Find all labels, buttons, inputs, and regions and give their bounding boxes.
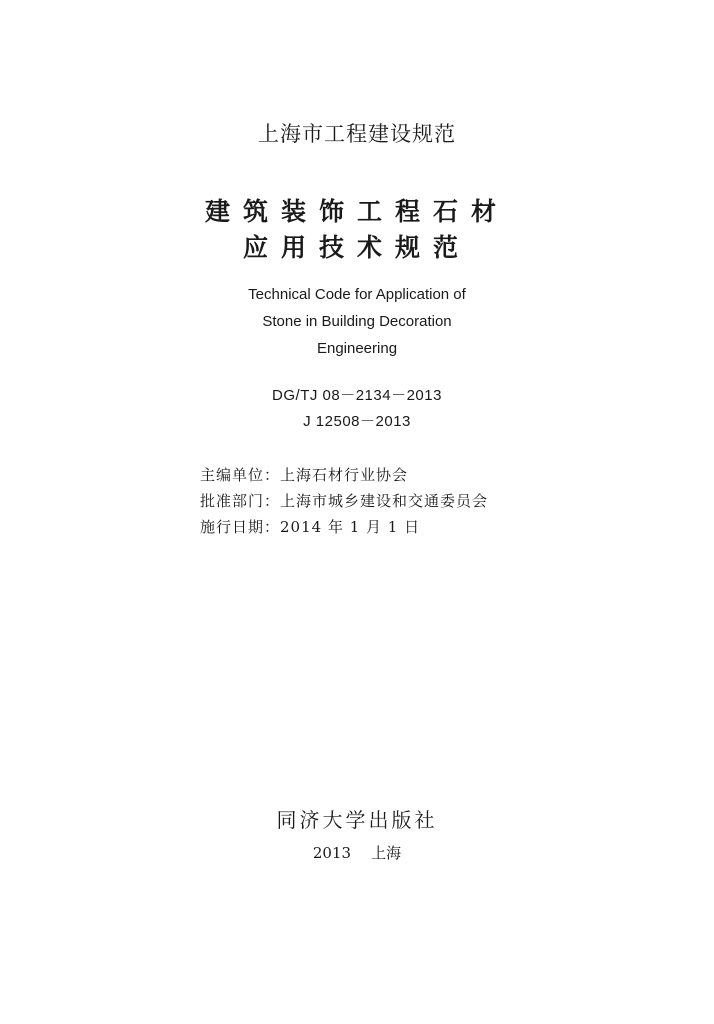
- publisher-name: 同济大学出版社: [276, 808, 438, 832]
- standard-code: DG/TJ 08－2134－2013: [272, 387, 442, 404]
- record-code: J 12508－2013: [303, 413, 411, 430]
- info-block: [200, 462, 488, 540]
- series-title: 上海市工程建设规范: [258, 122, 456, 146]
- english-title-line-1: Technical Code for Application of: [248, 286, 466, 303]
- publication-year: 2013: [312, 844, 352, 862]
- publication-city: 上海: [371, 844, 402, 862]
- publication-line: [0, 842, 714, 863]
- english-title-line-3: Engineering: [316, 340, 398, 357]
- main-title-line-2: 应用技术规范: [242, 233, 471, 262]
- effective-date: 施行日期：2014 年 1 月 1 日: [200, 518, 421, 536]
- approval-department: 批准部门：上海市城乡建设和交通委员会: [200, 492, 489, 510]
- english-title-line-2: Stone in Building Decoration: [262, 313, 452, 330]
- main-title-line-1: 建筑装饰工程石材: [204, 197, 509, 226]
- editor-unit: 主编单位：上海石材行业协会: [200, 466, 409, 484]
